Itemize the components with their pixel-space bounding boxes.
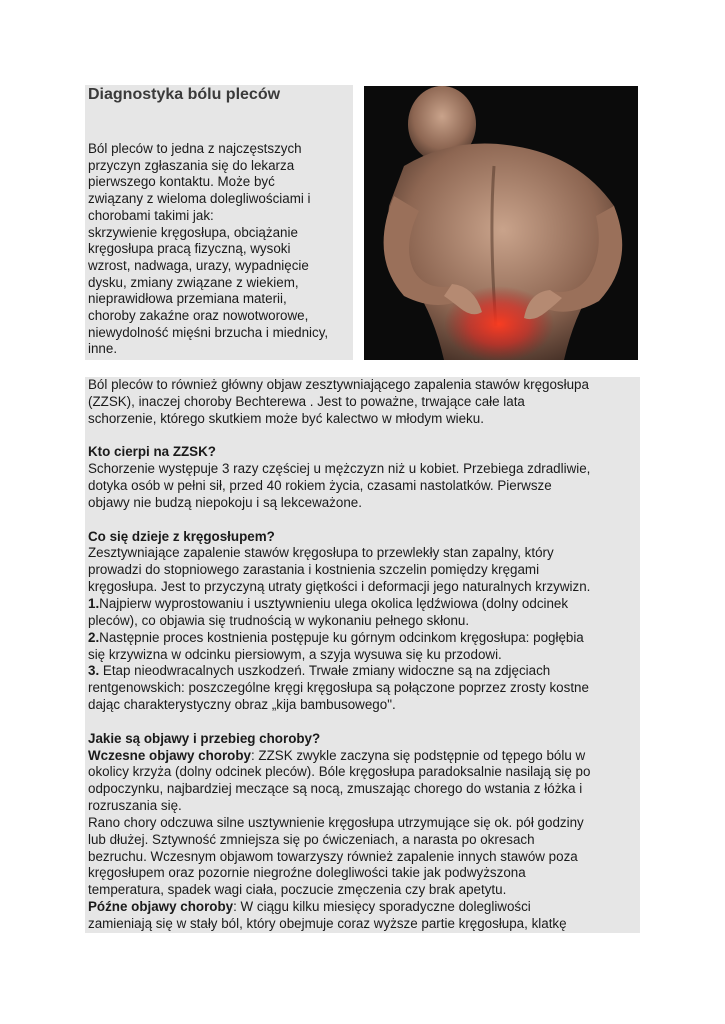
text-line: odpoczynku, najbardziej meczące są nocą, zmuszając chorego do wstania z łóżka i	[88, 781, 583, 797]
step-number: 3.	[88, 663, 100, 679]
intro-paragraph	[88, 141, 354, 358]
section-heading: Co się dzieje z kręgosłupem?	[88, 528, 275, 544]
step-text: Następnie proces kostnienia postępuje ku górnym odcinkom kręgosłupa: pogłębia	[99, 629, 584, 645]
text-line: Schorzenie występuje 3 razy częściej u mężczyzn niż u kobiet. Przebiega zdradliwie,	[88, 461, 591, 477]
text-line: lub dłużej. Sztywność zmniejsza się po ćwiczeniach, a narasta po okresach	[88, 831, 535, 847]
text-line: się krzywizna w odcinku piersiowym, a szyja wysuwa się ku przodowi.	[88, 646, 502, 662]
text-line: schorzenie, którego skutkiem może być kalectwo w młodym wieku.	[88, 410, 484, 426]
intro-line: dysku, zmiany związane z wiekiem,	[88, 274, 299, 290]
section-heading: Jakie są objawy i przebieg choroby?	[88, 730, 321, 746]
intro-line: choroby zakaźne oraz nowotworowe,	[88, 308, 309, 324]
spacer	[88, 714, 640, 731]
numbered-step	[88, 663, 640, 680]
spacer	[88, 512, 640, 529]
numbered-step	[88, 596, 640, 613]
back-pain-photo	[364, 86, 638, 360]
intro-line: niewydolność mięśni brzucha i miednicy,	[88, 324, 329, 340]
text-line: kręgosłupem oraz pozornie niegroźne dolegliwości takie jak podwyższona	[88, 865, 526, 881]
section-heading: Kto cierpi na ZZSK?	[88, 444, 216, 460]
intro-line: wzrost, nadwaga, urazy, wypadnięcie	[88, 257, 309, 273]
text-line: rentgenowskich: poszczególne kręgi kręgosłupa są połączone poprzez zrosty kostne	[88, 680, 589, 696]
intro-line: nieprawidłowa przemiana materii,	[88, 291, 287, 307]
intro-line: pierwszego kontaktu. Może być	[88, 174, 275, 190]
text-line: dotyka osób w pełni sił, przed 40 rokiem życia, czasami nastolatków. Pierwsze	[88, 478, 552, 494]
step-text: Najpierw wyprostowaniu i usztywnieniu ulega okolica lędźwiowa (dolny odcinek	[99, 595, 569, 611]
step-text: Etap nieodwracalnych uszkodzeń. Trwałe zmiany widoczne są na zdjęciach	[99, 663, 551, 679]
labeled-line	[88, 748, 640, 765]
late-symptoms-label: Późne objawy choroby	[88, 899, 234, 915]
back-pain-illustration	[364, 86, 638, 360]
text-line: Ból pleców to również główny objaw zesztywniającego zapalenia stawów kręgosłupa	[88, 377, 589, 392]
text-line: zamieniają się w stały ból, który obejmuje coraz wyższe partie kręgosłupa, klatkę	[88, 916, 567, 931]
intro-line: Ból pleców to jedna z najczęstszych	[88, 141, 302, 156]
step-number: 2.	[88, 629, 100, 645]
text-line: rozruszania się.	[88, 798, 182, 814]
text-line: bezruchu. Wczesnym objawom towarzyszy również zapalenie innych stawów poza	[88, 848, 578, 864]
numbered-step	[88, 630, 640, 647]
step-number: 1.	[88, 595, 100, 611]
intro-line: kręgosłupa pracą fizyczną, wysoki	[88, 241, 291, 257]
text-line: pleców), co objawia się trudnością w wykonaniu pełnego skłonu.	[88, 612, 470, 628]
text-line: okolicy krzyża (dolny odcinek pleców). Bóle kręgosłupa paradoksalnie nasilają się po	[88, 764, 591, 780]
text-fragment: : ZZSK zwykle zaczyna się podstępnie od tępego bólu w	[250, 747, 586, 763]
text-line: objawy nie budzą niepokoju i są lekceważone.	[88, 494, 362, 510]
text-line: prowadzi do stopniowego zarastania i kostnienia szczelin pomiędzy kręgami	[88, 562, 540, 578]
article-body	[88, 377, 640, 933]
text-line: kręgosłupa. Jest to przyczyną utraty giętkości i deformacji jego naturalnych krzywizn.	[88, 579, 591, 595]
intro-line: inne.	[88, 341, 118, 357]
labeled-line	[88, 899, 640, 916]
page-title: Diagnostyka bólu pleców	[88, 86, 281, 103]
intro-line: chorobami takimi jak:	[88, 207, 214, 223]
text-line: (ZZSK), inaczej choroby Bechterewa . Jest to poważne, trwające całe lata	[88, 393, 525, 409]
spacer	[88, 428, 640, 445]
intro-line: skrzywienie kręgosłupa, obciążanie	[88, 224, 298, 240]
text-line: Rano chory odczuwa silne usztywnienie kręgosłupa utrzymujące się ok. pół godziny	[88, 814, 584, 830]
text-fragment: : W ciągu kilku miesięcy sporadyczne dolegliwości	[233, 899, 531, 915]
text-line: temperatura, spadek wagi ciała, poczucie zmęczenia czy brak apetytu.	[88, 882, 507, 898]
text-line: Zesztywniające zapalenie stawów kręgosłupa to przewlekły stan zapalny, który	[88, 545, 554, 561]
intro-line: przyczyn zgłaszania się do lekarza	[88, 157, 295, 173]
early-symptoms-label: Wczesne objawy choroby	[88, 747, 251, 763]
intro-line: związany z wieloma dolegliwościami i	[88, 191, 311, 207]
text-line: dając charakterystyczny obraz „kija bambusowego".	[88, 697, 396, 713]
